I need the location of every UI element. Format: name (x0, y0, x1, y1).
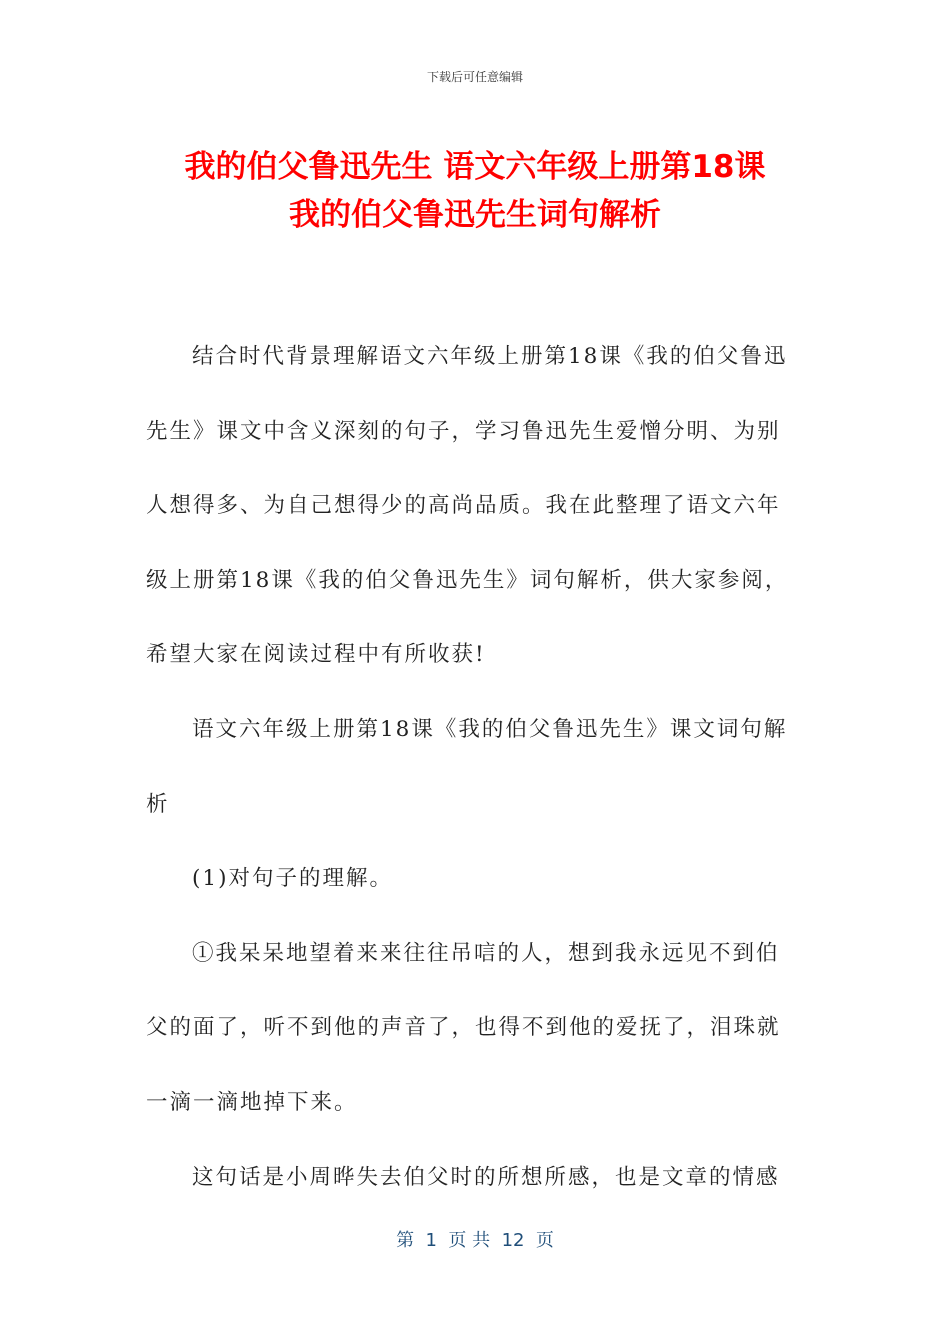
paragraph-line: 析 (146, 791, 170, 817)
paragraph-line: 这句话是小周晔失去伯父时的所想所感，也是文章的情感 (192, 1164, 780, 1190)
body-text (146, 320, 802, 1215)
paragraph-line: 希望大家在阅读过程中有所收获! (146, 642, 486, 668)
paragraph-line: 人想得多、为自己想得少的高尚品质。我在此整理了语文六年 (146, 493, 781, 519)
paragraph-line: 级上册第18课《我的伯父鲁迅先生》词句解析，供大家参阅， (146, 567, 789, 593)
paragraph-line: ①我呆呆地望着来来往往吊唁的人，想到我永远见不到伯 (192, 940, 780, 966)
paragraph-line: 语文六年级上册第18课《我的伯父鲁迅先生》课文词句解 (192, 716, 788, 742)
paragraph-line: 先生》课文中含义深刻的句子，学习鲁迅先生爱憎分明、为别 (146, 418, 781, 444)
title-line-2: 我的伯父鲁迅先生词句解析 (289, 197, 661, 233)
page-footer: 第 1 页 共 12 页 (396, 1230, 554, 1251)
paragraph-line: 父的面了，听不到他的声音了，也得不到他的爱抚了，泪珠就 (146, 1015, 781, 1041)
header-note: 下载后可任意编辑 (426, 70, 523, 84)
document-title (90, 143, 860, 239)
paragraph-line: (1)对句子的理解。 (192, 866, 393, 892)
paragraph-line: 一滴一滴地掉下来。 (146, 1089, 358, 1115)
title-line-1: 我的伯父鲁迅先生 语文六年级上册第18课 (184, 149, 766, 185)
paragraph-line: 结合时代背景理解语文六年级上册第18课《我的伯父鲁迅 (192, 344, 788, 369)
